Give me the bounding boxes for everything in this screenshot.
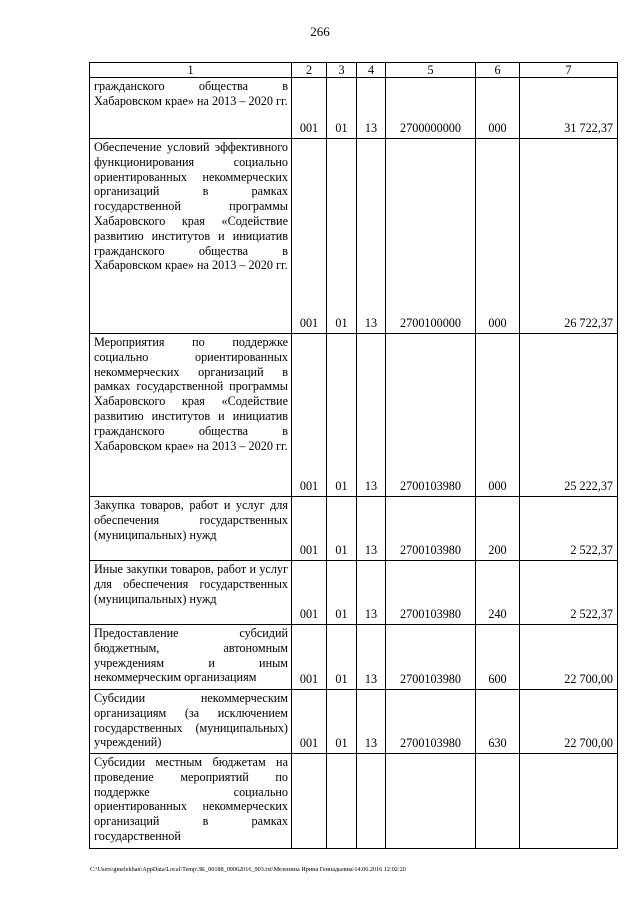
table-row [90, 561, 618, 625]
table-row [90, 690, 618, 754]
target-article-cell: 2700100000 [386, 139, 476, 334]
table-row [90, 78, 618, 139]
expense-type-cell: 630 [476, 690, 520, 754]
subsection-code-cell: 13 [357, 561, 386, 625]
column-header-1: 1 [90, 63, 292, 78]
subsection-code-cell: 13 [357, 334, 386, 497]
section-code-cell [327, 754, 357, 849]
row-name-cell: Обеспечение условий эффективного функционирования социально ориентированных некоммерческих организаций в рамках государственной программы Хабаровского края «Содействие развитию институтов и инициатив гражданского общества в Хабаровском крае» на 2013 – 2020 гг. [90, 139, 292, 334]
expense-type-cell: 000 [476, 78, 520, 139]
table-row [90, 497, 618, 561]
subsection-code-cell: 13 [357, 78, 386, 139]
section-code-cell: 01 [327, 625, 357, 690]
subsection-code-cell: 13 [357, 139, 386, 334]
target-article-cell: 2700103980 [386, 625, 476, 690]
amount-cell: 22 700,00 [520, 625, 618, 690]
column-header-3: 3 [327, 63, 357, 78]
ministry-code-cell: 001 [292, 334, 327, 497]
ministry-code-cell [292, 754, 327, 849]
amount-cell: 26 722,37 [520, 139, 618, 334]
column-header-6: 6 [476, 63, 520, 78]
ministry-code-cell: 001 [292, 561, 327, 625]
table-row [90, 754, 618, 849]
subsection-code-cell: 13 [357, 690, 386, 754]
ministry-code-cell: 001 [292, 78, 327, 139]
row-name-cell: Иные закупки товаров, работ и услуг для обеспечения государственных (муниципальных) нужд [90, 561, 292, 625]
target-article-cell: 2700103980 [386, 497, 476, 561]
amount-cell [520, 754, 618, 849]
expense-type-cell: 600 [476, 625, 520, 690]
expense-type-cell: 000 [476, 334, 520, 497]
section-code-cell: 01 [327, 690, 357, 754]
section-code-cell: 01 [327, 139, 357, 334]
ministry-code-cell: 001 [292, 139, 327, 334]
ministry-code-cell: 001 [292, 497, 327, 561]
page-number: 266 [310, 24, 330, 39]
section-code-cell: 01 [327, 497, 357, 561]
table-row [90, 334, 618, 497]
target-article-cell [386, 754, 476, 849]
budget-table [89, 62, 618, 849]
target-article-cell: 2700103980 [386, 561, 476, 625]
row-name-cell: Субсидии некоммерческим организациям (за исключением государственных (муниципальных) учреждений) [90, 690, 292, 754]
table-row [90, 625, 618, 690]
row-name-cell: Субсидии местным бюджетам на проведение мероприятий по поддержке социально ориентированных некоммерческих организаций в рамках государственной [90, 754, 292, 849]
subsection-code-cell: 13 [357, 625, 386, 690]
expense-type-cell [476, 754, 520, 849]
row-name-cell: гражданского общества в Хабаровском крае» на 2013 – 2020 гг. [90, 78, 292, 139]
header-row [90, 63, 618, 78]
column-header-4: 4 [357, 63, 386, 78]
amount-cell: 22 700,00 [520, 690, 618, 754]
ministry-code-cell: 001 [292, 625, 327, 690]
subsection-code-cell [357, 754, 386, 849]
section-code-cell: 01 [327, 334, 357, 497]
table-row [90, 139, 618, 334]
amount-cell: 2 522,37 [520, 497, 618, 561]
footer-file-path: C:\Users\gmelekhan\AppData\Local\Temp\ЗК_00188_09062016_903.txt\Мезенина Ирина Геннадьевна\14.06.2016 12:02:20 [90, 866, 406, 873]
expense-type-cell: 200 [476, 497, 520, 561]
ministry-code-cell: 001 [292, 690, 327, 754]
subsection-code-cell: 13 [357, 497, 386, 561]
column-header-5: 5 [386, 63, 476, 78]
row-name-cell: Закупка товаров, работ и услуг для обеспечения государственных (муниципальных) нужд [90, 497, 292, 561]
amount-cell: 2 522,37 [520, 561, 618, 625]
section-code-cell: 01 [327, 78, 357, 139]
column-header-2: 2 [292, 63, 327, 78]
amount-cell: 25 222,37 [520, 334, 618, 497]
amount-cell: 31 722,37 [520, 78, 618, 139]
row-name-cell: Мероприятия по поддержке социально ориентированных некоммерческих организаций в рамках государственной программы Хабаровского края «Содействие развитию институтов и инициатив гражданского общества в Хабаровском крае» на 2013 – 2020 гг. [90, 334, 292, 497]
target-article-cell: 2700103980 [386, 334, 476, 497]
row-name-cell: Предоставление субсидий бюджетным, автономным учреждениям и иным некоммерческим организациям [90, 625, 292, 690]
target-article-cell: 2700000000 [386, 78, 476, 139]
expense-type-cell: 000 [476, 139, 520, 334]
column-header-7: 7 [520, 63, 618, 78]
section-code-cell: 01 [327, 561, 357, 625]
expense-type-cell: 240 [476, 561, 520, 625]
target-article-cell: 2700103980 [386, 690, 476, 754]
